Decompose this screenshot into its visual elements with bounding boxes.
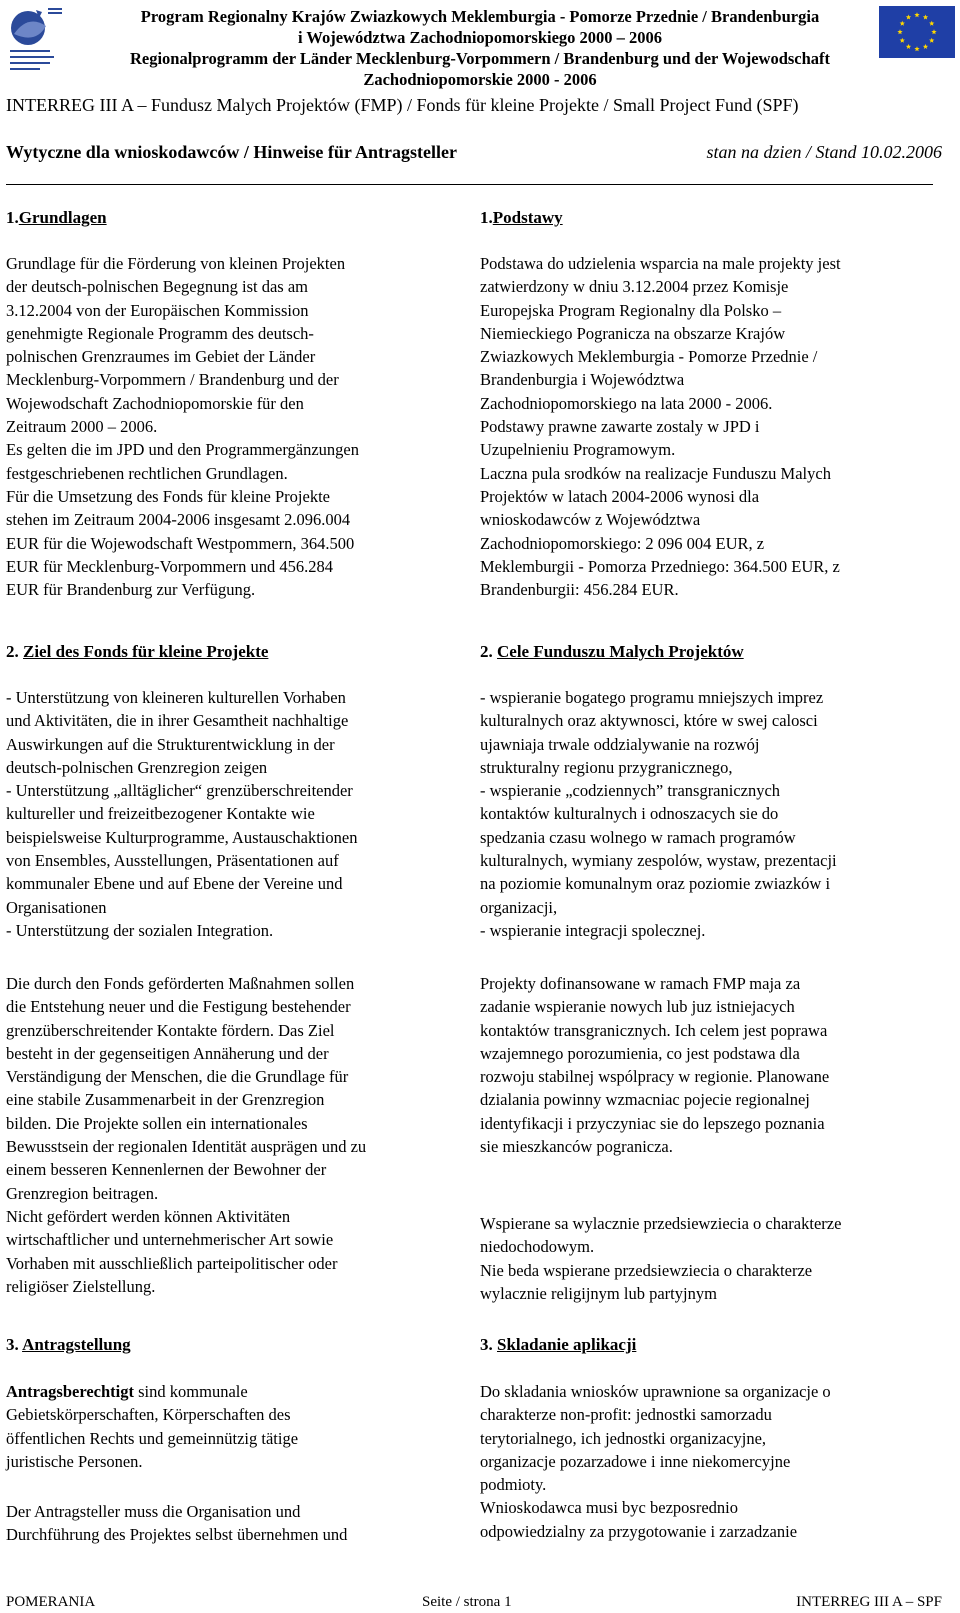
text-line: kulturalnych oraz aktywnosci, które w swej calosci (480, 711, 818, 731)
program-line: Zachodniopomorskie 2000 - 2006 (363, 70, 597, 89)
paragraph-pl-3b (480, 1212, 940, 1305)
paragraph-pl-1 (480, 252, 940, 601)
text-line: Gebietskörperschaften, Körperschaften des (6, 1405, 291, 1425)
text-line: Laczna pula srodków na realizacje Funduszu Malych (480, 463, 831, 483)
text-line: von Ensembles, Ausstellungen, Präsentationen auf (6, 851, 339, 871)
section-number: 1. (480, 208, 493, 227)
section-title: Ziel des Fonds für kleine Projekte (23, 642, 269, 661)
text-line: Zachodniopomorskiego: 2 096 004 EUR, z (480, 533, 765, 553)
text-line: kommunaler Ebene und auf Ebene der Vereine und (6, 874, 343, 894)
text-line: - wspieranie integracji spolecznej. (480, 920, 706, 940)
pomerania-logo-icon (6, 4, 64, 72)
section-title: Podstawy (492, 208, 563, 227)
text-line: Wojewodschaft Zachodniopomorskie für den (6, 393, 304, 413)
text-line: organizacji, (480, 897, 558, 917)
section-number: 1. (6, 208, 19, 227)
footer-right: INTERREG III A – SPF (796, 1594, 942, 1610)
text-line: wnioskodawców z Województwa (480, 510, 701, 530)
text-line: niedochodowym. (480, 1237, 595, 1257)
text-line: Wspierane sa wylacznie przedsiewziecia o charakterze (480, 1214, 842, 1233)
section-heading-pl-3 (480, 1335, 636, 1355)
text-line: Wnioskodawca musi byc bezposrednio (480, 1498, 738, 1518)
text-line: rozwoju stabilnej wspólpracy w regionie. Planowane (480, 1067, 830, 1087)
text-line: Grundlage für die Förderung von kleinen Projekten (6, 254, 346, 273)
paragraph-de-4-rest (6, 1403, 461, 1473)
text-line: - wspieranie „codziennych” transgranicznych (480, 781, 781, 801)
text-line: deutsch-polnischen Grenzregion zeigen (6, 757, 268, 777)
section-number: 3. (6, 1335, 19, 1354)
text-line: Projektów w latach 2004-2006 wynosi dla (480, 486, 760, 506)
text-line: zatwierdzony w dniu 3.12.2004 przez Komisje (480, 277, 789, 297)
text-line: Europejska Program Regionalny dla Polsko – (480, 300, 782, 320)
program-header (70, 6, 890, 90)
text-line: EUR für Brandenburg zur Verfügung. (6, 580, 256, 600)
text-line: Auswirkungen auf die Strukturentwicklung in der (6, 734, 335, 754)
text-line: kontaktów kulturalnych i odnoszacych sie do (480, 804, 779, 824)
text-line: bilden. Die Projekte sollen ein internationales (6, 1113, 308, 1133)
text-line: Zeitraum 2000 – 2006. (6, 417, 158, 437)
text-line: terytorialnego, ich jednostki organizacyjne, (480, 1428, 767, 1448)
text-fragment: sind kommunale (134, 1382, 248, 1401)
text-line: Bewusstsein der regionalen Identität ausprägen und zu (6, 1137, 367, 1157)
section-title: Antragstellung (22, 1335, 131, 1354)
section-title: Skladanie aplikacji (497, 1335, 637, 1354)
section-number: 2. (480, 642, 493, 661)
text-line: Organisationen (6, 897, 107, 917)
guidelines-title: Wytyczne dla wnioskodawców / Hinweise für Antragsteller (6, 142, 457, 162)
text-line: charakterze non-profit: jednostki samorzadu (480, 1405, 772, 1425)
header-divider (6, 184, 933, 185)
text-line: wirtschaftlicher und unternehmerischer Art sowie (6, 1230, 334, 1250)
eu-flag-icon (879, 6, 955, 58)
paragraph-pl-3 (480, 972, 940, 1158)
text-line: Nicht gefördert werden können Aktivitäten (6, 1206, 291, 1226)
text-line: odpowiedzialny za przygotowanie i zarzadzanie (480, 1521, 798, 1541)
text-line: EUR für Mecklenburg-Vorpommern und 456.284 (6, 556, 334, 576)
text-line: kontaktów transgranicznych. Ich celem jest poprawa (480, 1020, 828, 1040)
text-line: podmioty. (480, 1475, 547, 1495)
text-line: kulturalnych, wymiany zespolów, wystaw, prezentacji (480, 851, 837, 871)
footer-page-number: Seite / strona 1 (422, 1594, 512, 1610)
paragraph-pl-4 (480, 1380, 940, 1543)
text-line: Podstawy prawne zawarte zostaly w JPD i (480, 417, 760, 437)
text-line: juristische Personen. (6, 1451, 143, 1471)
text-line: festgeschriebenen rechtlichen Grundlagen. (6, 463, 288, 483)
text-line: - Unterstützung „alltäglicher“ grenzüberschreitender (6, 781, 353, 801)
text-line: und Aktivitäten, die in ihrer Gesamtheit nachhaltige (6, 711, 349, 731)
section-heading-pl-1 (480, 208, 563, 228)
text-line: - Unterstützung von kleineren kulturellen Vorhaben (6, 688, 346, 707)
section-title: Grundlagen (18, 208, 107, 227)
text-line: spedzania czasu wolnego w ramach programów (480, 827, 796, 847)
text-line: - Unterstützung der sozialen Integration. (6, 920, 274, 940)
text-line: Niemieckiego Pogranicza na obszarze Krajów (480, 323, 786, 343)
section-heading-de-3 (6, 1335, 131, 1355)
text-line: Mecklenburg-Vorpommern / Brandenburg und der (6, 370, 339, 390)
text-line: eine stabile Zusammenarbeit in der Grenzregion (6, 1090, 325, 1110)
text-line: besteht in der gegenseitigen Annäherung und der (6, 1043, 329, 1063)
text-line: kultureller und freizeitbezogener Kontakte wie (6, 804, 315, 824)
text-line: sie mieszkanców pogranicza. (480, 1137, 673, 1157)
paragraph-de-3 (6, 972, 461, 1298)
text-line: stehen im Zeitraum 2004-2006 insgesamt 2.096.004 (6, 510, 351, 530)
text-line: - wspieranie bogatego programu mniejszych imprez (480, 688, 824, 707)
text-line: Die durch den Fonds geförderten Maßnahmen sollen (6, 974, 355, 993)
text-line: wylacznie religijnym lub partyjnym (480, 1283, 717, 1303)
paragraph-de-5 (6, 1500, 461, 1547)
text-line: 3.12.2004 von der Europäischen Kommission (6, 300, 309, 320)
text-line: strukturalny regionu przygranicznego, (480, 757, 733, 777)
text-line: Brandenburgia i Województwa (480, 370, 685, 390)
interreg-title: INTERREG III A – Fundusz Malych Projektów (FMP) / Fonds für kleine Projekte / Small Project Fund (SPF) (6, 95, 799, 115)
section-title: Cele Funduszu Malych Projektów (497, 642, 744, 661)
paragraph-de-1 (6, 252, 461, 601)
text-line: EUR für die Wojewodschaft Westpommern, 364.500 (6, 533, 355, 553)
bold-term: Antragsberechtigt (6, 1382, 135, 1401)
text-line: beispielsweise Kulturprogramme, Austauschaktionen (6, 827, 358, 847)
footer-left: POMERANIA (6, 1594, 96, 1610)
text-line: Podstawa do udzielenia wsparcia na male projekty jest (480, 254, 841, 273)
text-line: öffentlichen Rechts und gemeinnützig tätige (6, 1428, 299, 1448)
text-line: Grenzregion beitragen. (6, 1183, 159, 1203)
text-line: Nie beda wspierane przedsiewziecia o charakterze (480, 1260, 813, 1280)
section-heading-pl-2 (480, 642, 744, 662)
text-line: Zwiazkowych Meklemburgia - Pomorze Przednie / (480, 347, 818, 367)
text-line (6, 1380, 461, 1403)
text-line: Uzupelnieniu Programowym. (480, 440, 676, 460)
text-line: ujawniaja trwale oddzialywanie na rozwój (480, 734, 760, 754)
text-line: Do skladania wniosków uprawnione sa organizacje o (480, 1382, 831, 1401)
text-line: genehmigte Regionale Programm des deutsch- (6, 323, 314, 343)
text-line: na poziomie komunalnym oraz poziomie zwiazków i (480, 874, 831, 894)
text-line: polnischen Grenzraumes im Gebiet der Länder (6, 347, 316, 367)
text-line: Es gelten die im JPD und den Programmergänzungen (6, 440, 360, 460)
text-line: Verständigung der Menschen, die die Grundlage für (6, 1067, 349, 1087)
text-line: Zachodniopomorskiego na lata 2000 - 2006. (480, 393, 773, 413)
text-line: organizacje pozarzadowe i inne niekomercyjne (480, 1451, 791, 1471)
text-line: religiöser Zielstellung. (6, 1276, 156, 1296)
text-line: die Entstehung neuer und die Festigung bestehender (6, 997, 351, 1017)
paragraph-de-2 (6, 686, 461, 942)
text-line: einem besseren Kennenlernen der Bewohner der (6, 1160, 327, 1180)
text-line: Vorhaben mit ausschließlich parteipolitischer oder (6, 1253, 338, 1273)
paragraph-de-4 (6, 1380, 461, 1473)
section-number: 2. (6, 642, 19, 661)
text-line: Für die Umsetzung des Fonds für kleine Projekte (6, 486, 330, 506)
section-heading-de-2 (6, 642, 268, 662)
text-line: grenzüberschreitender Kontakte fördern. Das Ziel (6, 1020, 335, 1040)
section-heading-de-1 (6, 208, 107, 228)
paragraph-pl-2 (480, 686, 940, 942)
text-line: Brandenburgii: 456.284 EUR. (480, 580, 679, 600)
text-line: der deutsch-polnischen Begegnung ist das am (6, 277, 308, 297)
program-line: i Województwa Zachodniopomorskiego 2000 – 2006 (297, 28, 663, 47)
text-line: dzialania powinny wzmacniac pojecie regionalnej (480, 1090, 810, 1110)
program-line: Program Regionalny Krajów Zwiazkowych Meklemburgia - Pomorze Przednie / Brandenburgia (140, 7, 820, 26)
text-line: Projekty dofinansowane w ramach FMP maja za (480, 974, 801, 993)
section-number: 3. (480, 1335, 493, 1354)
text-line: zadanie wspieranie nowych lub juz istniejacych (480, 997, 795, 1017)
text-line: Durchführung des Projektes selbst übernehmen und (6, 1525, 348, 1545)
program-line: Regionalprogramm der Länder Mecklenburg-Vorpommern / Brandenburg und der Wojewodschaft (129, 49, 831, 68)
text-line: identyfikacji i przyczyniac sie do lepszego poznania (480, 1113, 825, 1133)
text-line: Der Antragsteller muss die Organisation und (6, 1502, 301, 1521)
text-line: Meklemburgii - Pomorza Przedniego: 364.500 EUR, z (480, 556, 840, 576)
text-line: wzajemnego porozumienia, co jest podstawa dla (480, 1043, 800, 1063)
document-date: stan na dzien / Stand 10.02.2006 (706, 142, 942, 162)
